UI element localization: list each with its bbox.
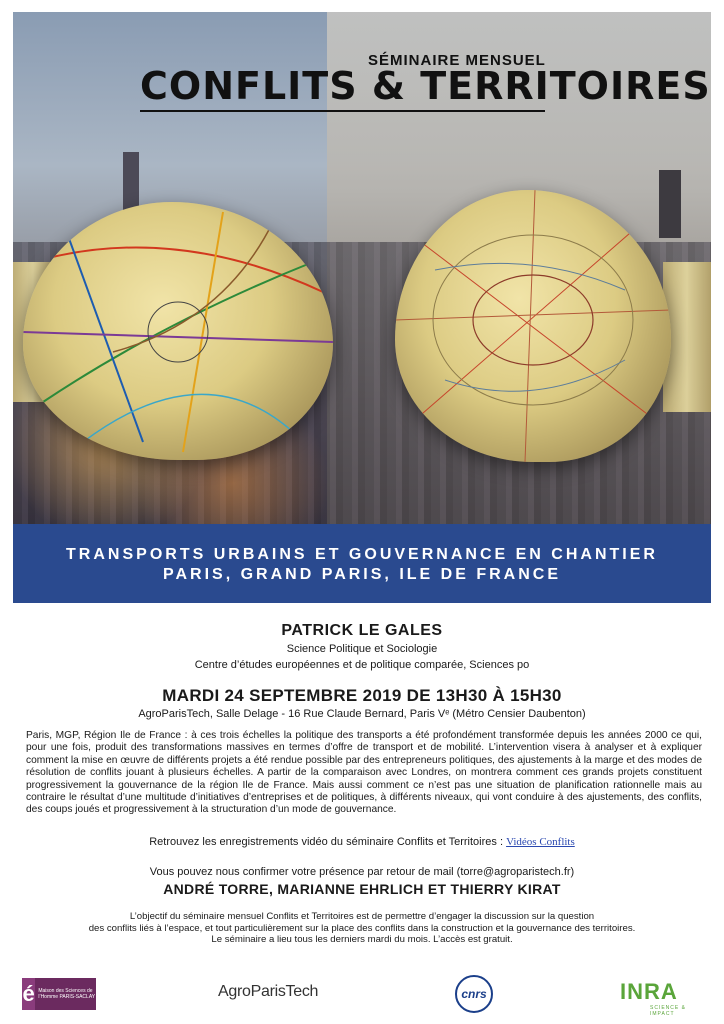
boxing-glove-metro-map bbox=[23, 202, 333, 460]
boxing-glove-region-map bbox=[395, 190, 671, 462]
inra-logo-text: INRA bbox=[620, 979, 678, 1004]
banner-line-2: PARIS, GRAND PARIS, ILE DE FRANCE bbox=[163, 566, 561, 583]
videos-text: Retrouvez les enregistrements vidéo du séminaire Conflits et Territoires : bbox=[149, 836, 507, 848]
msh-logo-text: Maison des Sciences de l’Homme PARIS-SACLAY bbox=[38, 988, 96, 1000]
speaker-name: PATRICK LE GALES bbox=[281, 622, 443, 639]
title-underline bbox=[140, 110, 545, 112]
topic-banner bbox=[13, 524, 711, 603]
videos-link[interactable]: Vidéos Conflits bbox=[506, 836, 575, 848]
event-venue: AgroParisTech, Salle Delage - 16 Rue Claude Bernard, Paris Vᵉ (Métro Censier Daubenton) bbox=[138, 708, 586, 720]
msh-logo-letter: é bbox=[22, 978, 35, 1010]
abstract-text: Paris, MGP, Région Ile de France : à ces trois échelles la politique des transports a été profondément transformée depuis les années 2000 ce qui, pour une fois, produit des transformations massives en termes d’offre de transport et de mobilité. L’intervention visera à analyser et à expliquer comment la mise en œuvre de différents projets a été rendue possible par des entrepreneurs politiques, des ajustements à la marge et des modes de résolution de conflits jouant à plusieurs échelles. A partir de la comparaison avec Londres, on montrera comment ces grands projets constituent progressivement la gouvernance de la région Ile de France. Mais aussi comment ce n’est pas une situation de planification rationnelle mais au contraire le résultat d’une multitude d’initiatives d’entreprises et de politiques, à différents niveaux, qui vont conduire à des ajustements, des conflits, des coups joués et progressivement à la structuration d’un mode de gouvernance. bbox=[26, 730, 702, 816]
agroparistech-logo bbox=[218, 983, 328, 1009]
event-date: MARDI 24 SEPTEMBRE 2019 DE 13H30 À 15H30 bbox=[162, 686, 562, 705]
seminar-title: CONFLITS & TERRITOIRES bbox=[140, 64, 711, 108]
speaker-affiliation-1: Science Politique et Sociologie bbox=[286, 643, 438, 655]
inra-tagline: SCIENCE & IMPACT bbox=[650, 1005, 686, 1017]
region-map-lines bbox=[395, 190, 671, 462]
organizers: ANDRÉ TORRE, MARIANNE EHRLICH ET THIERRY KIRAT bbox=[163, 881, 561, 897]
footer-description bbox=[0, 911, 724, 946]
banner-line-1: TRANSPORTS URBAINS ET GOUVERNANCE EN CHANTIER bbox=[66, 546, 658, 563]
title-block bbox=[13, 12, 711, 112]
videos-line bbox=[0, 836, 724, 848]
footer-line-3: Le séminaire a lieu tous les derniers mardi du mois. L’accès est gratuit. bbox=[211, 934, 513, 945]
inra-logo bbox=[620, 979, 706, 1017]
footer-line-2: des conflits liés à l’espace, et tout particulièrement sur la place des conflits dans la construction et la gouvernance des territoires. bbox=[88, 922, 636, 934]
msh-logo bbox=[22, 978, 96, 1010]
agroparistech-logo-text: AgroParisTech bbox=[218, 983, 319, 1000]
confirm-text: Vous pouvez nous confirmer votre présence par retour de mail (torre@agroparistech.fr) bbox=[149, 866, 575, 878]
seminar-kicker: SÉMINAIRE MENSUEL bbox=[368, 52, 546, 69]
cnrs-logo: cnrs bbox=[455, 975, 493, 1013]
metro-map-lines bbox=[23, 202, 333, 460]
speaker-affiliation-2: Centre d’études européennes et de politique comparée, Sciences po bbox=[194, 659, 530, 671]
hero-image bbox=[13, 12, 711, 524]
footer-line-1: L’objectif du séminaire mensuel Conflits et Territoires est de permettre d’engager la discussion sur la question bbox=[129, 911, 595, 922]
